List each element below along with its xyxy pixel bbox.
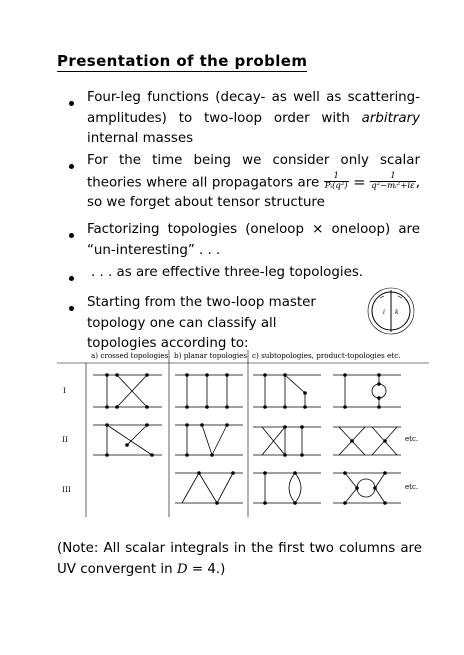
equals-sign: =: [353, 172, 366, 191]
diagram-sub-iii-b: [333, 472, 401, 505]
loop-label-i: i: [383, 309, 385, 316]
column-header-planar: b) planar topologies: [174, 351, 248, 360]
bullet-text: internal masses: [87, 131, 194, 146]
etc-label-row2: etc.: [405, 435, 419, 443]
column-header-crossed: a) crossed topologies: [91, 351, 169, 360]
etc-label-row3: etc.: [405, 483, 419, 491]
bullet-dot: [69, 276, 74, 281]
diagram-sub-iii-a: [253, 472, 321, 505]
bullet-text: Four-leg functions (decay- as well as scattering-amplitudes) to two-loop order with: [87, 90, 420, 126]
bullet-text: For the time being we consider only scalar theories where all propagators are: [87, 153, 420, 190]
row-label-i: I: [63, 386, 66, 395]
bullet-text: forget about tensor structure: [129, 195, 325, 211]
diagram-planar-i: [175, 374, 243, 409]
diagram-sub-i-a: [253, 374, 321, 409]
diagram-planar-iii: [175, 472, 243, 505]
bullet-classify: Starting from the two-loop master topology one can classify all topologies according to:: [87, 295, 316, 351]
diagram-crossed-ii: [93, 424, 162, 457]
loop-label-k: k: [395, 309, 399, 316]
row-label-ii: II: [62, 435, 68, 444]
propagator-fraction-expanded: $\frac{1}{\text{q²−mᵢ²+iε}}$: [371, 171, 415, 192]
topology-table: [57, 345, 429, 520]
propagator-fraction: $\frac{1}{\text{Pᵢ(q²)}}$: [324, 171, 348, 192]
diagram-sub-ii-a: [253, 426, 321, 457]
math-variable-d: D: [176, 561, 188, 577]
emphasis-arbitrary: arbitrary: [361, 110, 420, 126]
bullet-scalar-theories: For the time being we consider only scalar theories where all propagators are $\frac{1}{\text{Pᵢ(q²)}}$ = $\frac{1}{\text{q²−mᵢ²+iε}}$ , so we forget about tensor structure: [87, 153, 420, 211]
diagram-sub-i-b: [333, 374, 401, 409]
page-title: Presentation of the problem: [57, 52, 308, 70]
bullet-dot: [69, 164, 74, 169]
note-uv-convergent: (Note: All scalar integrals in the first two columns are UV convergent in D = 4.): [57, 541, 422, 577]
bullet-dot: [69, 101, 74, 106]
bullet-dot: [69, 233, 74, 238]
diagram-crossed-i: [93, 374, 162, 409]
master-topology-diagram: [366, 286, 416, 336]
bullet-factorizing: Factorizing topologies (oneloop × oneloop) are “un-interesting” . . .: [87, 222, 420, 258]
diagram-sub-ii-b: [333, 427, 401, 455]
bullet-dot: [69, 306, 74, 311]
bullet-four-leg: [87, 88, 420, 150]
bullet-three-leg: . . . as are effective three-leg topologies.: [91, 265, 364, 280]
column-header-subtopologies: c) subtopologies, product-topologies etc.: [252, 351, 401, 360]
diagram-planar-ii: [175, 424, 243, 457]
row-label-iii: III: [62, 485, 71, 494]
